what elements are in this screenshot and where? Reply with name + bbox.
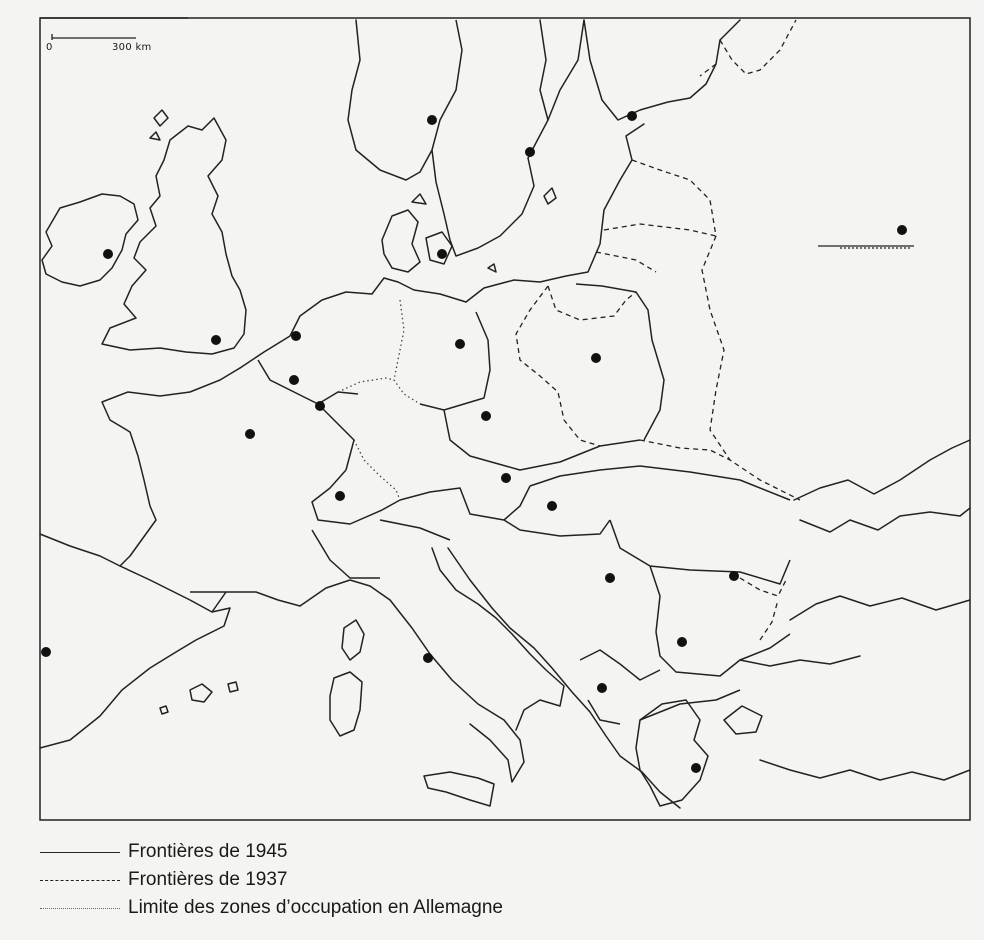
capital-dot bbox=[437, 249, 447, 259]
legend-row-zones bbox=[40, 894, 740, 922]
capital-dot bbox=[547, 501, 557, 511]
france-med-coast bbox=[300, 580, 390, 606]
capital-dot bbox=[897, 225, 907, 235]
black-sea-coast bbox=[790, 596, 970, 620]
map-frame bbox=[40, 18, 970, 820]
great-britain-outline bbox=[102, 118, 246, 354]
capital-dot bbox=[315, 401, 325, 411]
aegean-coast bbox=[760, 760, 970, 780]
north-sea-coast bbox=[240, 278, 466, 368]
capital-dot bbox=[501, 473, 511, 483]
italy-outline bbox=[390, 600, 524, 782]
capital-markers bbox=[41, 111, 907, 773]
capital-dot bbox=[729, 571, 739, 581]
corsica-outline bbox=[342, 620, 364, 660]
capital-dot bbox=[597, 683, 607, 693]
legend-row-1945 bbox=[40, 838, 740, 866]
capital-dot bbox=[245, 429, 255, 439]
capital-dot bbox=[103, 249, 113, 259]
denmark-outline bbox=[382, 210, 420, 272]
scale-bar bbox=[52, 34, 136, 40]
sicily-outline bbox=[424, 772, 494, 806]
capital-dot bbox=[627, 111, 637, 121]
scale-zero-label: 0 bbox=[46, 42, 53, 53]
capital-dot bbox=[525, 147, 535, 157]
legend-row-1937 bbox=[40, 866, 740, 894]
legend-label-1937: Frontières de 1937 bbox=[128, 869, 288, 890]
capital-dot bbox=[41, 647, 51, 657]
legend-swatch-dashed bbox=[40, 880, 120, 881]
capital-dot bbox=[677, 637, 687, 647]
sardinia-outline bbox=[330, 672, 362, 736]
legend-swatch-solid bbox=[40, 852, 120, 853]
capital-dot bbox=[691, 763, 701, 773]
capital-dot bbox=[481, 411, 491, 421]
capital-dot bbox=[427, 115, 437, 125]
legend-label-zones: Limite des zones d’occupation en Allemagne bbox=[128, 897, 503, 918]
coastlines bbox=[40, 20, 970, 808]
capital-dot bbox=[291, 331, 301, 341]
greece-outline bbox=[636, 700, 708, 806]
capital-dot bbox=[455, 339, 465, 349]
scale-max-label: 300 km bbox=[112, 42, 152, 53]
capital-dot bbox=[335, 491, 345, 501]
borders-1937 bbox=[516, 20, 800, 640]
capital-dot bbox=[211, 335, 221, 345]
legend-label-1945: Frontières de 1945 bbox=[128, 841, 288, 862]
legend-swatch-dotted bbox=[40, 908, 120, 909]
ireland-outline bbox=[42, 194, 138, 286]
scandinavia-outline bbox=[348, 20, 548, 256]
capital-dot bbox=[423, 653, 433, 663]
occupation-zones bbox=[338, 300, 420, 500]
capital-dot bbox=[605, 573, 615, 583]
baltic-coast bbox=[466, 124, 644, 302]
iberia-coast bbox=[40, 534, 300, 612]
east-marker-line bbox=[818, 246, 914, 248]
capital-dot bbox=[289, 375, 299, 385]
borders-1945 bbox=[190, 20, 790, 724]
finland-coast bbox=[584, 20, 740, 120]
france-atlantic-coast bbox=[102, 368, 240, 566]
map-legend bbox=[40, 838, 740, 922]
capital-dot bbox=[591, 353, 601, 363]
